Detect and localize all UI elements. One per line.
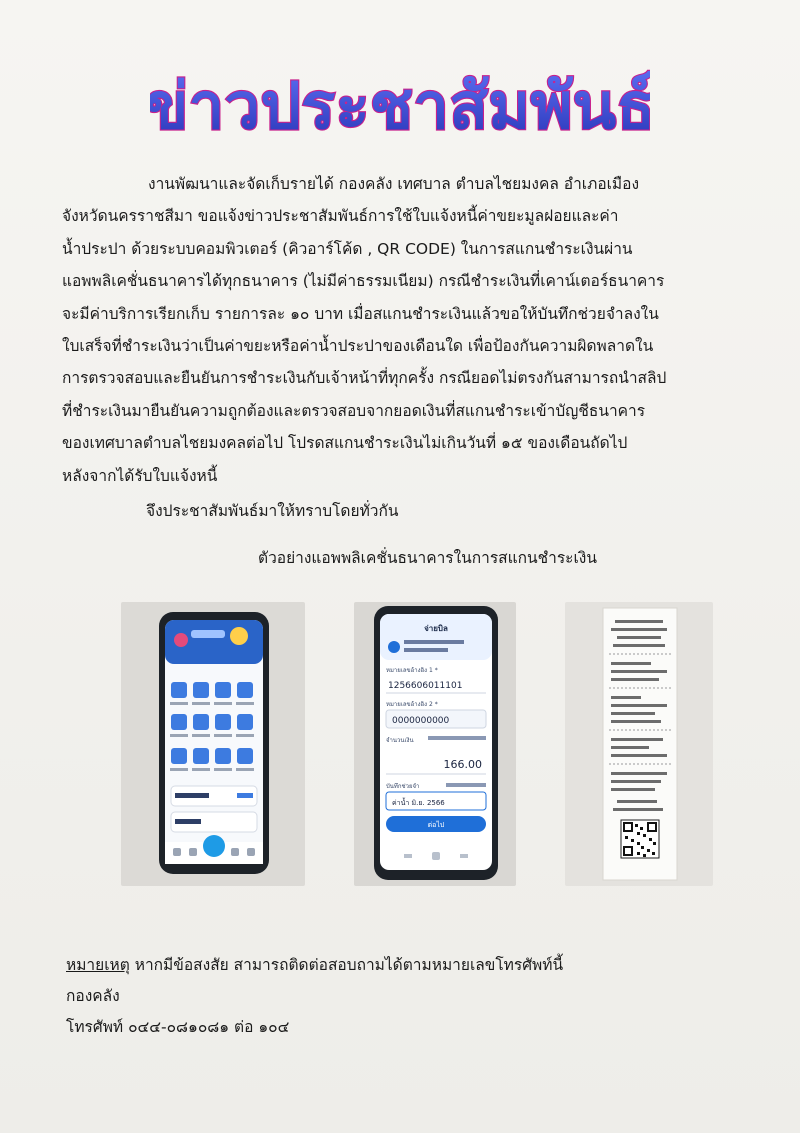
body-line: แอพพลิเคชั่นธนาคารได้ทุกธนาคาร (ไม่มีค่าธรรมเนียม) กรณีชำระเงินที่เคาน์เตอร์ธนาคาร	[62, 272, 665, 291]
department-name: กองคลัง	[66, 987, 120, 1005]
receipt-illustration	[565, 602, 713, 886]
ref2-label: หมายเลขอ้างอิง 2 *	[386, 701, 438, 708]
headline	[150, 58, 650, 158]
body-line: งานพัฒนาและจัดเก็บรายได้ กองคลัง เทศบาล ตำบลไชยมงคล อำเภอเมือง	[148, 175, 640, 193]
memo-label: บันทึกช่วยจำ	[386, 783, 420, 790]
body-line: จังหวัดนครราชสีมา ขอแจ้งข่าวประชาสัมพันธ์การใช้ใบแจ้งหนี้ค่าขยะมูลฝอยและค่า	[62, 207, 619, 226]
body-line: ที่ชำระเงินมายืนยันความถูกต้องและตรวจสอบจากยอดเงินที่สแกนชำระเข้าบัญชีธนาคาร	[62, 401, 646, 420]
ref1-label: หมายเลขอ้างอิง 1 *	[386, 667, 438, 674]
ref2-value: 0000000000	[392, 716, 450, 726]
photo-bank-app-home	[121, 602, 305, 886]
amount-value: 166.00	[443, 758, 482, 771]
note-line	[66, 950, 563, 981]
announcement-body	[62, 168, 752, 492]
body-line: หลังจากได้รับใบแจ้งหนี้	[62, 466, 218, 485]
body-line: จะมีค่าบริการเรียกเก็บ รายการละ ๑๐ บาท เมื่อสแกนชำระเงินแล้วขอให้บันทึกช่วยจำลงใน	[62, 304, 659, 323]
example-caption: ตัวอย่างแอพพลิเคชั่นธนาคารในการสแกนชำระเงิน	[258, 549, 597, 567]
note-label: หมายเหตุ	[66, 956, 130, 974]
body-line: ของเทศบาลตำบลไชยมงคลต่อไป โปรดสแกนชำระเงินไม่เกินวันที่ ๑๕ ของเดือนถัดไป	[62, 434, 628, 453]
amount-label: จำนวนเงิน	[386, 737, 414, 744]
ref1-value: 1256606011101	[388, 681, 463, 691]
body-line: น้ำประปา ด้วยระบบคอมพิวเตอร์ (คิวอาร์โค้ด , QR CODE) ในการสแกนชำระเงินผ่าน	[62, 239, 633, 258]
phone-home-illustration	[121, 602, 305, 886]
next-button: ต่อไป	[427, 821, 445, 829]
payment-title: จ่ายบิล	[424, 624, 448, 633]
qr-code	[621, 820, 659, 858]
footer-note	[66, 950, 563, 1043]
note-text: หากมีข้อสงสัย สามารถติดต่อสอบถามได้ตามหมายเลขโทรศัพท์นี้	[129, 956, 564, 974]
photo-printed-bill-qr	[565, 602, 713, 886]
phone-number: โทรศัพท์ ๐๔๔-๐๘๑๐๘๑ ต่อ ๑๐๔	[66, 1018, 290, 1036]
phone-payment-illustration	[354, 602, 516, 886]
closing-statement: จึงประชาสัมพันธ์มาให้ทราบโดยทั่วกัน	[146, 502, 399, 520]
body-line: การตรวจสอบและยืนยันการชำระเงินกับเจ้าหน้าที่ทุกครั้ง กรณียอดไม่ตรงกันสามารถนำสลิป	[62, 369, 667, 388]
memo-value: ค่าน้ำ มิ.ย. 2566	[392, 799, 445, 807]
headline-text: ข่าวประชาสัมพันธ์	[150, 70, 650, 144]
headline-wordart	[150, 58, 650, 158]
body-line: ใบเสร็จที่ชำระเงินว่าเป็นค่าขยะหรือค่าน้ำประปาของเดือนใด เพื่อป้องกันความผิดพลาดใน	[62, 337, 654, 356]
photo-bill-payment	[354, 602, 516, 886]
